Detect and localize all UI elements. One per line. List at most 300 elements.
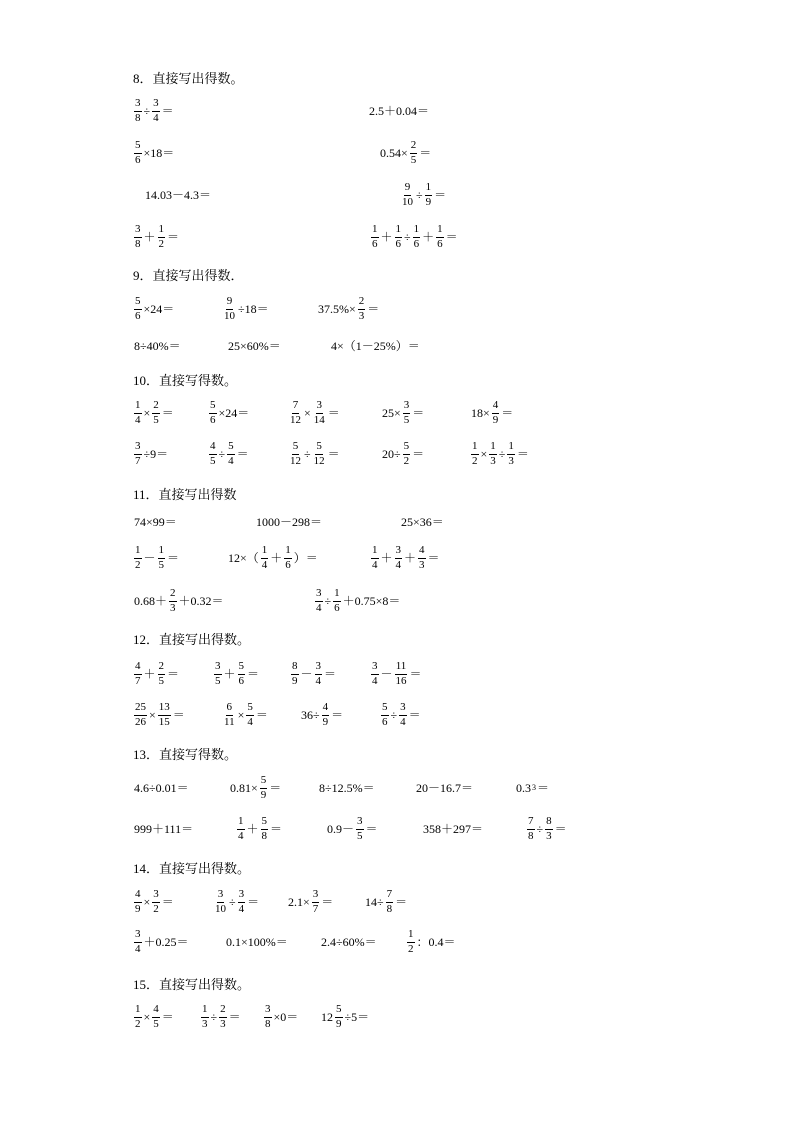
fraction-denominator: 9 — [425, 195, 432, 208]
fraction-numerator: 1 — [395, 224, 403, 238]
expression-text: 1000－298＝ — [256, 515, 323, 529]
fraction — [313, 400, 326, 426]
expression-text: 0.3 — [516, 781, 531, 795]
expression-text: ＋0.32＝ — [178, 594, 224, 608]
expression-text: 0.1×100%＝ — [226, 935, 288, 949]
fraction-denominator: 9 — [135, 902, 141, 915]
expression-text: ＝ — [554, 822, 567, 836]
fraction-denominator: 6 — [437, 237, 443, 250]
math-expression — [400, 180, 447, 208]
math-expression — [320, 1002, 370, 1030]
fraction — [201, 1004, 209, 1030]
expression-text: × — [149, 708, 156, 722]
fraction — [158, 702, 171, 728]
fraction-denominator: 5 — [403, 413, 410, 426]
expression-text: 20÷ — [382, 447, 401, 461]
expression-text: 25× — [382, 406, 401, 420]
math-expression — [381, 398, 425, 426]
expression-text: ÷9＝ — [143, 447, 169, 461]
fraction — [395, 661, 408, 687]
fraction-denominator: 2 — [472, 454, 478, 467]
fraction-numerator: 4 — [322, 702, 330, 716]
math-expression — [133, 543, 180, 571]
fraction-denominator: 4 — [261, 558, 268, 571]
fraction — [403, 441, 411, 467]
fraction — [322, 702, 330, 728]
fraction — [284, 545, 292, 571]
math-expression — [300, 700, 344, 728]
expression-text: ÷ — [416, 188, 423, 202]
fraction-denominator: 4 — [247, 715, 253, 728]
fraction-denominator: 5 — [410, 153, 417, 166]
fraction-denominator: 3 — [419, 558, 425, 571]
fraction-numerator: 7 — [292, 400, 300, 414]
fraction — [395, 545, 403, 571]
fraction-numerator: 5 — [134, 296, 142, 310]
expression-text: ÷ — [229, 895, 236, 909]
fraction-numerator: 3 — [395, 545, 403, 559]
fraction-numerator: 1 — [134, 1004, 142, 1018]
section-heading: 15．直接写出得数。 — [133, 977, 251, 992]
math-expression — [400, 511, 445, 533]
fraction-numerator: 3 — [214, 661, 222, 675]
section-heading: 11．直接写出得数 — [133, 487, 237, 502]
fraction — [238, 661, 246, 687]
fraction — [134, 98, 142, 124]
fraction-denominator: 4 — [372, 674, 378, 687]
fraction — [291, 661, 299, 687]
fraction — [158, 545, 166, 571]
math-expression — [133, 700, 186, 728]
fraction-denominator: 6 — [413, 237, 420, 250]
fraction — [209, 441, 217, 467]
fraction-numerator: 1 — [407, 929, 415, 943]
section-heading: 12．直接写出得数。 — [133, 632, 251, 647]
fraction — [381, 702, 389, 728]
math-expression — [415, 777, 474, 799]
math-expression — [227, 543, 319, 571]
math-expression — [370, 222, 459, 250]
fraction-denominator: 6 — [334, 601, 340, 614]
section-heading: 14．直接写出得数。 — [133, 861, 251, 876]
expression-text: ＝ — [324, 667, 337, 681]
fraction-numerator: 3 — [312, 889, 320, 903]
expression-text: ＝ — [409, 667, 422, 681]
fraction-numerator: 5 — [227, 441, 235, 455]
math-expression — [422, 818, 484, 840]
fraction-numerator: 3 — [152, 889, 160, 903]
fraction — [289, 441, 302, 467]
fraction — [289, 400, 302, 426]
math-expression — [330, 335, 421, 357]
expression-text: ＝ — [270, 822, 283, 836]
fraction — [214, 889, 227, 915]
expression-text: 36÷ — [301, 708, 320, 722]
fraction — [158, 224, 166, 250]
expression-text: 8÷40%＝ — [134, 339, 181, 353]
math-expression — [133, 138, 175, 166]
expression-text: ＋ — [404, 551, 417, 565]
expression-text: ＝ — [419, 146, 432, 160]
fraction — [134, 661, 142, 687]
fraction — [371, 224, 379, 250]
fraction — [209, 400, 217, 426]
expression-text: 4×（1－25%）＝ — [331, 339, 420, 353]
expression-text: 18× — [471, 406, 490, 420]
fraction-denominator: 14 — [313, 413, 325, 426]
math-expression — [133, 294, 175, 322]
fraction-denominator: 12 — [290, 413, 301, 426]
fraction-numerator: 3 — [217, 889, 225, 903]
expression-text: 8÷12.5%＝ — [319, 781, 375, 795]
fraction-numerator: 5 — [209, 400, 217, 414]
fraction-denominator: 5 — [158, 558, 165, 571]
fraction-denominator: 16 — [395, 674, 407, 687]
fraction-denominator: 6 — [135, 153, 141, 166]
math-expression — [381, 439, 425, 467]
fraction — [152, 400, 160, 426]
expression-text: ＝ — [327, 447, 340, 461]
fraction-numerator: 9 — [404, 182, 412, 196]
fraction-numerator: 2 — [158, 661, 166, 675]
fraction-denominator: 8 — [135, 111, 141, 124]
fraction — [527, 816, 535, 842]
fraction-denominator: 4 — [316, 601, 322, 614]
expression-text: 12×（ — [228, 551, 259, 565]
fraction-numerator: 5 — [335, 1004, 343, 1018]
math-expression — [318, 777, 376, 799]
fraction — [219, 1004, 227, 1030]
fraction-numerator: 3 — [315, 661, 323, 675]
fraction-denominator: 2 — [408, 942, 414, 955]
fraction-denominator: 10 — [215, 902, 226, 915]
expression-text: ＝ — [427, 551, 440, 565]
expression-text: ×18＝ — [143, 146, 175, 160]
fraction — [413, 224, 421, 250]
fraction-denominator: 4 — [400, 715, 406, 728]
fraction — [214, 661, 222, 687]
fraction-denominator: 15 — [158, 715, 170, 728]
fraction-denominator: 7 — [135, 674, 141, 687]
fraction-numerator: 4 — [209, 441, 217, 455]
expression-text: ＋ — [270, 551, 283, 565]
expression-text: 74×99＝ — [134, 515, 177, 529]
fraction — [410, 140, 418, 166]
math-expression — [227, 335, 282, 357]
math-expression — [133, 777, 190, 799]
fraction-denominator: 8 — [261, 829, 268, 842]
fraction — [395, 224, 403, 250]
math-expression — [133, 586, 225, 614]
fraction-denominator: 11 — [224, 715, 235, 728]
fraction-denominator: 3 — [508, 454, 514, 467]
math-expression — [317, 294, 380, 322]
expression-text: ＝ — [434, 188, 447, 202]
expression-text: ÷5＝ — [344, 1010, 370, 1024]
math-expression — [326, 814, 379, 842]
fraction — [261, 816, 269, 842]
fraction — [386, 889, 394, 915]
expression-text: ＝ — [167, 551, 180, 565]
math-expression — [133, 887, 175, 915]
fraction — [227, 441, 235, 467]
math-expression — [133, 818, 194, 840]
math-expression — [208, 398, 250, 426]
math-expression — [200, 1002, 242, 1030]
math-expression — [133, 1002, 175, 1030]
fraction-denominator: 8 — [528, 829, 534, 842]
expression-text: ＝ — [331, 708, 344, 722]
expression-text: ÷ — [218, 447, 226, 461]
fraction-numerator: 4 — [418, 545, 426, 559]
math-expression — [370, 543, 441, 571]
fraction — [134, 224, 142, 250]
fraction-denominator: 4 — [372, 558, 378, 571]
fraction-numerator: 4 — [134, 661, 142, 675]
fraction — [313, 441, 326, 467]
fraction — [238, 889, 246, 915]
expression-text: ＝ — [516, 447, 529, 461]
fraction-denominator: 9 — [260, 788, 267, 801]
fraction-denominator: 4 — [135, 413, 141, 426]
expression-text: 2.5＋0.04＝ — [369, 104, 430, 118]
expression-text: 358＋297＝ — [423, 822, 484, 836]
fraction — [134, 889, 142, 915]
expression-text: ×24＝ — [218, 406, 250, 420]
expression-text: ＝ — [247, 667, 260, 681]
expression-text: × — [143, 1010, 151, 1024]
expression-text: × — [143, 895, 151, 909]
fraction-numerator: 1 — [134, 400, 142, 414]
fraction — [223, 296, 236, 322]
math-expression — [287, 887, 334, 915]
fraction-numerator: 4 — [152, 1004, 160, 1018]
fraction — [436, 224, 444, 250]
math-expression — [133, 927, 190, 955]
fraction — [507, 441, 515, 467]
expression-text: × — [237, 708, 245, 722]
fraction-numerator: 5 — [238, 661, 246, 675]
expression-text: ＝ — [395, 895, 408, 909]
math-expression — [222, 294, 270, 322]
fraction-denominator: 8 — [386, 902, 393, 915]
math-expression — [380, 700, 422, 728]
expression-text: 999＋111＝ — [134, 822, 194, 836]
fraction-denominator: 9 — [322, 715, 329, 728]
fraction — [333, 588, 341, 614]
fraction-denominator: 3 — [490, 454, 496, 467]
expression-text: × — [304, 406, 311, 420]
fraction-numerator: 5 — [260, 775, 268, 789]
math-expression — [314, 586, 401, 614]
fraction — [134, 441, 142, 467]
section-heading: 13．直接写得数。 — [133, 747, 238, 762]
fraction-denominator: 6 — [210, 413, 216, 426]
fraction-numerator: 1 — [489, 441, 497, 455]
expression-text: ×0＝ — [273, 1010, 299, 1024]
fraction-denominator: 9 — [492, 413, 499, 426]
expression-text: 20－16.7＝ — [416, 781, 474, 795]
expression-text: 14.03－4.3＝ — [145, 188, 212, 202]
expression-text: ×24＝ — [143, 302, 175, 316]
fraction — [134, 296, 142, 322]
fraction — [356, 816, 364, 842]
fraction — [335, 1004, 343, 1030]
fraction-denominator: 2 — [403, 454, 410, 467]
section-heading: 9．直接写出得数． — [133, 268, 244, 283]
expression-text: ＝ — [269, 781, 282, 795]
expression-text: 2.4÷60%＝ — [321, 935, 377, 949]
fraction-numerator: 1 — [471, 441, 479, 455]
expression-text: 37.5%× — [318, 302, 356, 316]
fraction — [399, 702, 407, 728]
expression-text: ＋ — [246, 822, 259, 836]
fraction-denominator: 5 — [158, 674, 165, 687]
fraction — [371, 661, 379, 687]
fraction-numerator: 3 — [134, 224, 142, 238]
math-expression — [320, 931, 378, 953]
math-expression — [255, 511, 323, 533]
fraction-numerator: 5 — [381, 702, 389, 716]
fraction — [261, 545, 269, 571]
expression-text: ＝ — [327, 406, 340, 420]
expression-text: ＝ — [501, 406, 514, 420]
fraction — [315, 661, 323, 687]
expression-text: ＋ — [380, 551, 393, 565]
expression-text: 0.9－ — [327, 822, 355, 836]
fraction-denominator: 26 — [135, 715, 146, 728]
fraction-denominator: 3 — [170, 601, 176, 614]
section-heading: 10．直接写得数。 — [133, 373, 238, 388]
fraction-numerator: 2 — [169, 588, 177, 602]
fraction — [169, 588, 177, 614]
fraction-numerator: 1 — [158, 545, 166, 559]
fraction — [315, 588, 323, 614]
fraction-numerator: 1 — [237, 816, 245, 830]
fraction-numerator: 2 — [152, 400, 160, 414]
fraction-denominator: 2 — [153, 902, 159, 915]
expression-text: ＋0.75×8＝ — [342, 594, 401, 608]
math-expression — [222, 700, 269, 728]
fraction-denominator: 2 — [135, 1017, 141, 1030]
math-expression — [368, 100, 430, 122]
fraction-denominator: 9 — [292, 674, 298, 687]
fraction-denominator: 4 — [135, 942, 141, 955]
fraction-denominator: 6 — [395, 237, 402, 250]
fraction-denominator: 5 — [210, 454, 216, 467]
fraction-numerator: 3 — [315, 588, 323, 602]
expression-text: ：0.4＝ — [416, 935, 456, 949]
expression-text: ＝ — [412, 406, 425, 420]
fraction-numerator: 5 — [246, 702, 254, 716]
fraction-numerator: 3 — [134, 929, 142, 943]
fraction-numerator: 2 — [358, 296, 366, 310]
fraction — [418, 545, 426, 571]
fraction — [407, 929, 415, 955]
math-expression — [213, 887, 260, 915]
expression-text: ＝ — [412, 447, 425, 461]
expression-text: ÷ — [210, 1010, 218, 1024]
fraction-denominator: 7 — [135, 454, 141, 467]
fraction — [223, 702, 236, 728]
fraction-numerator: 1 — [201, 1004, 209, 1018]
fraction — [312, 889, 320, 915]
expression-text: × — [143, 406, 151, 420]
fraction — [260, 775, 268, 801]
fraction-denominator: 4 — [228, 454, 234, 467]
expression-text: ＝ — [367, 302, 380, 316]
fraction-denominator: 10 — [224, 309, 235, 322]
math-expression — [225, 931, 289, 953]
fraction-denominator: 8 — [265, 1017, 271, 1030]
expression-text: ＝ — [161, 104, 174, 118]
fraction-denominator: 2 — [135, 558, 141, 571]
expression-text: 25×36＝ — [401, 515, 444, 529]
expression-text: 0.54× — [380, 146, 408, 160]
fraction — [545, 816, 553, 842]
fraction-numerator: 1 — [158, 224, 166, 238]
expression-text: ＋ — [223, 667, 236, 681]
expression-text: ＝ — [365, 822, 378, 836]
fraction-denominator: 5 — [153, 1017, 159, 1030]
expression-text: ＝ — [255, 708, 268, 722]
fraction — [152, 1004, 160, 1030]
fraction-denominator: 4 — [238, 902, 245, 915]
fraction-numerator: 1 — [371, 224, 379, 238]
expression-text: ÷ — [404, 230, 411, 244]
fraction-numerator: 3 — [264, 1004, 272, 1018]
math-expression — [370, 659, 423, 687]
math-expression — [208, 439, 250, 467]
expression-text: ＝ — [161, 1010, 174, 1024]
fraction — [134, 545, 142, 571]
expression-text: ＋ — [380, 230, 393, 244]
expression-text: × — [480, 447, 488, 461]
expression-text: ＝ — [161, 406, 174, 420]
fraction-denominator: 8 — [135, 237, 141, 250]
expression-text: ÷ — [536, 822, 544, 836]
fraction-numerator: 2 — [410, 140, 418, 154]
fraction-denominator: 5 — [153, 413, 159, 426]
expression-text: － — [380, 667, 393, 681]
fraction-denominator: 9 — [336, 1017, 342, 1030]
math-expression — [144, 184, 212, 206]
fraction-numerator: 8 — [291, 661, 299, 675]
expression-text: ÷ — [324, 594, 332, 608]
fraction-denominator: 5 — [357, 829, 363, 842]
fraction — [134, 929, 142, 955]
fraction-numerator: 3 — [356, 816, 364, 830]
expression-text: ＋0.25＝ — [143, 935, 189, 949]
math-expression — [470, 439, 530, 467]
math-expression — [526, 814, 568, 842]
fraction-numerator: 7 — [527, 816, 535, 830]
math-expression — [379, 138, 432, 166]
fraction — [371, 545, 379, 571]
fraction-numerator: 5 — [261, 816, 269, 830]
expression-text: ÷ — [143, 104, 151, 118]
math-expression — [290, 659, 337, 687]
expression-text: ＝ — [161, 895, 174, 909]
expression-text: 0.81× — [230, 781, 258, 795]
fraction-numerator: 5 — [403, 441, 411, 455]
expression-text: ÷18＝ — [238, 302, 269, 316]
math-expression — [288, 439, 341, 467]
fraction-numerator: 1 — [371, 545, 379, 559]
math-expression — [133, 335, 182, 357]
fraction-numerator: 2 — [219, 1004, 227, 1018]
fraction-numerator: 1 — [284, 545, 292, 559]
